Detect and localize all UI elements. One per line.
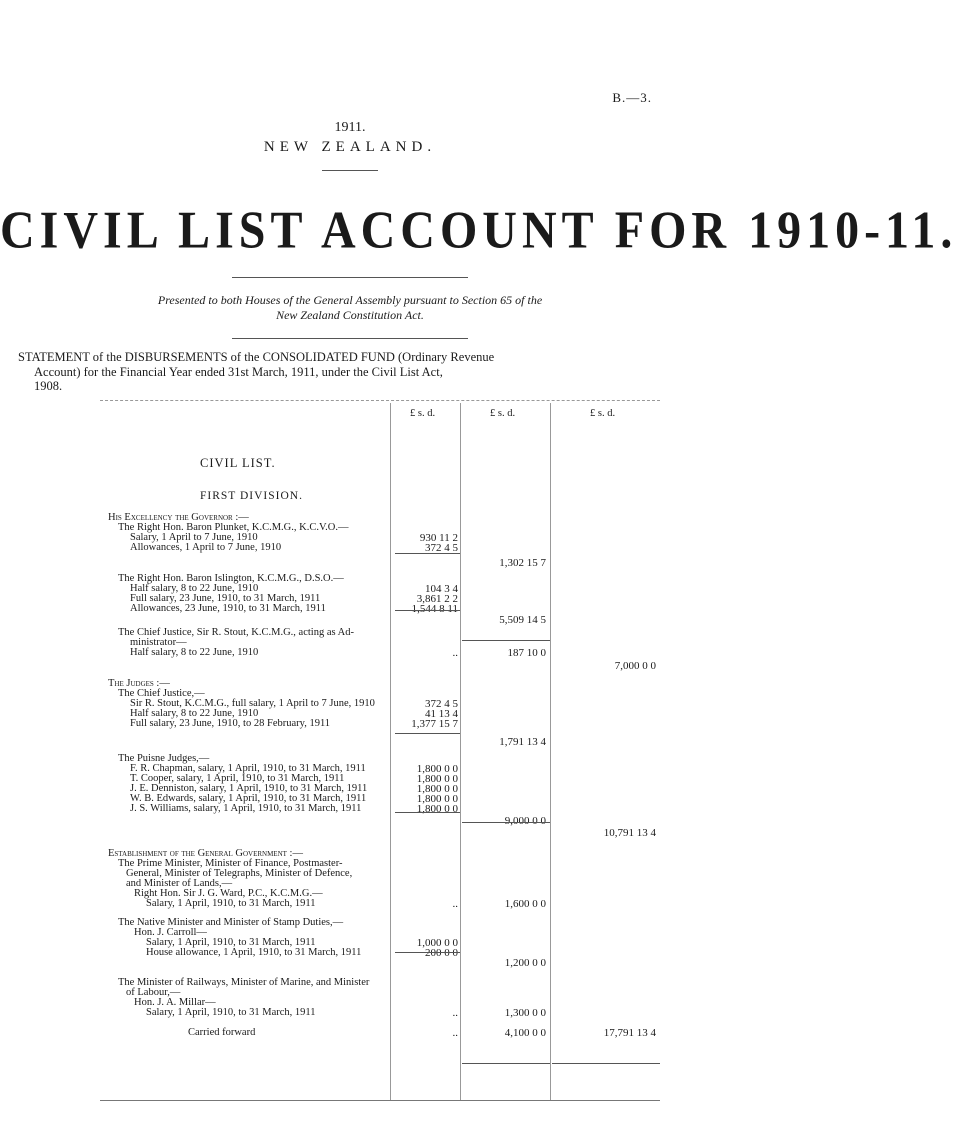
statement-line-2: Account) for the Financial Year ended 31st March, 1911, under the Civil List Act,: [34, 364, 443, 379]
row-description: Sir R. Stout, K.C.M.G., full salary, 1 April to 7 June, 1910: [130, 698, 375, 709]
country-heading: NEW ZEALAND.: [263, 139, 437, 155]
row-amount-c1: 200 0 0: [425, 947, 458, 959]
subtotal-rule: [395, 733, 460, 734]
row-amount-c2: 4,100 0 0: [504, 1027, 546, 1039]
row-amount-c2: 1,300 0 0: [504, 1007, 546, 1019]
presented-line-1: Presented to both Houses of the General Assembly pursuant to Section 65 of the: [157, 293, 543, 307]
row-description: Full salary, 23 June, 1910, to 28 February, 1911: [130, 718, 331, 729]
row-description: J. S. Williams, salary, 1 April, 1910, to 31 March, 1911: [130, 803, 362, 814]
row-description: The Judges :—: [108, 678, 170, 689]
row-description: House allowance, 1 April, 1910, to 31 March, 1911: [146, 947, 362, 958]
row-amount-c1: 930 11 2: [419, 532, 458, 544]
row-description: The Prime Minister, Minister of Finance, Postmaster-: [118, 858, 343, 869]
row-amount-c2: 1,600 0 0: [504, 898, 546, 910]
row-amount-c2: 1,791 13 4: [499, 736, 546, 748]
column-header-1: £ s. d.: [410, 408, 436, 419]
row-amount-c3: 7,000 0 0: [614, 660, 656, 672]
row-amount-c1: ..: [452, 1027, 458, 1039]
subtotal-rule: [395, 952, 460, 953]
row-description: Half salary, 8 to 22 June, 1910: [130, 583, 259, 594]
row-description: F. R. Chapman, salary, 1 April, 1910, to 31 March, 1911: [130, 763, 366, 774]
presented-note: [0, 293, 700, 323]
subtotal-rule: [552, 1063, 660, 1064]
row-description: and Minister of Lands,—: [126, 878, 233, 889]
row-description: Half salary, 8 to 22 June, 1910: [130, 708, 259, 719]
row-description: Allowances, 23 June, 1910, to 31 March, 1911: [130, 603, 326, 614]
table-bottom-rule: [100, 1100, 660, 1101]
row-description: The Chief Justice,—: [118, 688, 205, 699]
divider: [322, 170, 378, 171]
row-description: T. Cooper, salary, 1 April, 1910, to 31 March, 1911: [130, 773, 345, 784]
row-description: of Labour,—: [126, 987, 181, 998]
row-description: The Minister of Railways, Minister of Marine, and Minister: [118, 977, 370, 988]
row-amount-c1: ..: [452, 647, 458, 659]
statement-heading: [18, 350, 683, 394]
row-description: Allowances, 1 April to 7 June, 1910: [130, 542, 282, 553]
row-description: Half salary, 8 to 22 June, 1910: [130, 647, 259, 658]
row-description: The Chief Justice, Sir R. Stout, K.C.M.G., acting as Ad-: [118, 627, 354, 638]
row-description: Salary, 1 April to 7 June, 1910: [130, 532, 258, 543]
row-amount-c1: 1,800 0 0: [416, 783, 458, 795]
row-description: His Excellency the Governor :—: [108, 512, 249, 523]
page-title: CIVIL LIST ACCOUNT FOR 1910-11.: [0, 201, 957, 260]
row-description: The Right Hon. Baron Plunket, K.C.M.G., K.C.V.O.—: [118, 522, 349, 533]
column-divider: [390, 403, 391, 1100]
row-amount-c2: 1,200 0 0: [504, 957, 546, 969]
statement-line-3: 1908.: [34, 379, 63, 393]
row-amount-c3: 10,791 13 4: [603, 827, 656, 839]
row-description: Carried forward: [188, 1027, 256, 1038]
subtotal-rule: [395, 553, 460, 554]
row-description: J. E. Denniston, salary, 1 April, 1910, to 31 March, 1911: [130, 783, 368, 794]
row-description: W. B. Edwards, salary, 1 April, 1910, to 31 March, 1911: [130, 793, 367, 804]
row-amount-c1: ..: [452, 1007, 458, 1019]
column-header-3: £ s. d.: [590, 408, 616, 419]
row-amount-c1: 3,861 2 2: [416, 593, 458, 605]
section-civil-list: CIVIL LIST.: [200, 456, 276, 470]
document-year: 1911.: [334, 120, 366, 135]
row-description: Salary, 1 April, 1910, to 31 March, 1911: [146, 898, 316, 909]
row-amount-c1: 104 3 4: [425, 583, 458, 595]
subtotal-rule: [462, 822, 550, 823]
row-amount-c1: 372 4 5: [425, 698, 458, 710]
row-description: ministrator—: [130, 637, 187, 648]
subtotal-rule: [462, 1063, 550, 1064]
row-description: Establishment of the General Government :—: [108, 848, 303, 859]
row-description: The Native Minister and Minister of Stamp Duties,—: [118, 917, 344, 928]
row-description: Full salary, 23 June, 1910, to 31 March, 1911: [130, 593, 321, 604]
document-reference: B.—3.: [612, 90, 652, 105]
row-description: Salary, 1 April, 1910, to 31 March, 1911: [146, 1007, 316, 1018]
row-amount-c1: 1,800 0 0: [416, 773, 458, 785]
subtotal-rule: [395, 610, 460, 611]
row-amount-c1: 1,800 0 0: [416, 803, 458, 815]
row-amount-c2: 1,302 15 7: [499, 557, 546, 569]
row-amount-c2: 5,509 14 5: [499, 614, 546, 626]
row-amount-c1: 1,800 0 0: [416, 763, 458, 775]
row-amount-c1: 41 13 4: [425, 708, 458, 720]
row-amount-c1: 1,000 0 0: [416, 937, 458, 949]
presented-line-2: New Zealand Constitution Act.: [276, 308, 424, 322]
row-amount-c2: 187 10 0: [507, 647, 546, 659]
row-amount-c1: 1,377 15 7: [411, 718, 458, 730]
row-amount-c1: 1,544 8 11: [411, 603, 458, 615]
statement-line-1: STATEMENT of the DISBURSEMENTS of the CONSOLIDATED FUND (Ordinary Revenue: [18, 350, 495, 364]
row-amount-c3: 17,791 13 4: [603, 1027, 656, 1039]
row-description: The Right Hon. Baron Islington, K.C.M.G., D.S.O.—: [118, 573, 344, 584]
column-divider: [460, 403, 461, 1100]
row-amount-c2: 9,000 0 0: [504, 815, 546, 827]
column-header-2: £ s. d.: [490, 408, 516, 419]
divider: [232, 338, 468, 339]
row-description: General, Minister of Telegraphs, Minister of Defence,: [126, 868, 353, 879]
subtotal-rule: [462, 640, 550, 641]
row-description: Right Hon. Sir J. G. Ward, P.C., K.C.M.G.—: [134, 888, 323, 899]
row-amount-c1: ..: [452, 898, 458, 910]
row-amount-c1: 372 4 5: [425, 542, 458, 554]
column-divider: [550, 403, 551, 1100]
row-description: The Puisne Judges,—: [118, 753, 210, 764]
row-description: Hon. J. Carroll—: [134, 927, 207, 938]
row-description: Hon. J. A. Millar—: [134, 997, 216, 1008]
divider: [232, 277, 468, 278]
table-top-rule: [100, 400, 660, 401]
section-first-division: FIRST DIVISION.: [200, 490, 303, 502]
subtotal-rule: [395, 812, 460, 813]
row-description: Salary, 1 April, 1910, to 31 March, 1911: [146, 937, 316, 948]
row-amount-c1: 1,800 0 0: [416, 793, 458, 805]
